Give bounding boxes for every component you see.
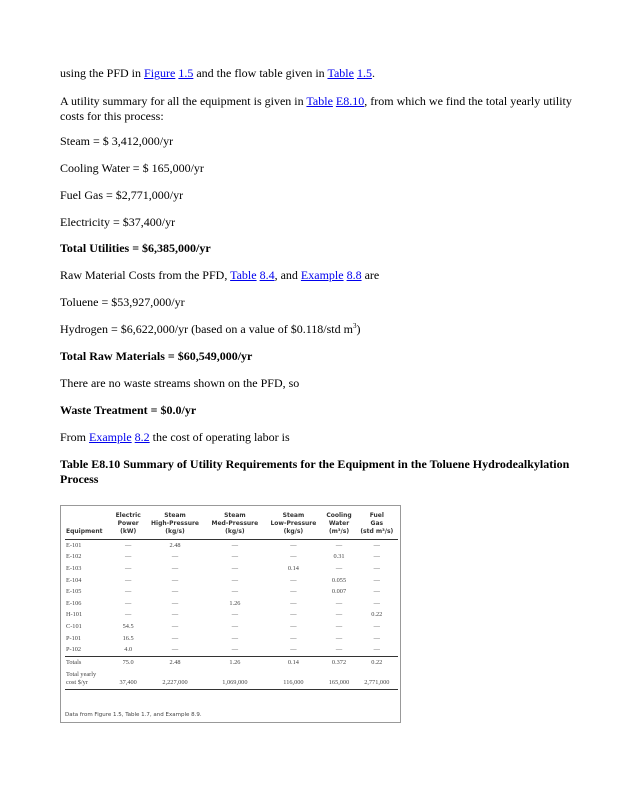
link-table[interactable]: Table <box>230 268 257 282</box>
table-caption: Table E8.10 Summary of Utility Requirements for the Equipment in the Toluene Hydrodealkylation Process <box>60 457 570 486</box>
paragraph-labor: From Example 8.2 the cost of operating labor is <box>60 430 290 444</box>
header-steam-high-pressure: Steam High-Pressure (kg/s) <box>145 512 206 540</box>
link-figure[interactable]: Figure <box>144 66 176 80</box>
header-steam-med-pressure: Steam Med-Pressure (kg/s) <box>205 512 264 540</box>
paragraph-raw-material: Raw Material Costs from the PFD, Table 8.4, and Example 8.8 are <box>60 268 380 282</box>
fuel-gas-cost: Fuel Gas = $2,771,000/yr <box>60 188 184 202</box>
header-steam-low-pressure: Steam Low-Pressure (kg/s) <box>264 512 322 540</box>
table-row: E-104 — — — — 0.055 — <box>66 576 380 584</box>
paragraph-pfd-reference: using the PFD in Figure 1.5 and the flow table given in Table 1.5. <box>60 66 375 80</box>
paragraph-utility-summary: A utility summary for all the equipment is given in Table E8.10, from which we find the total yearly utility costs for this process: <box>60 94 572 123</box>
electricity-cost: Electricity = $37,400/yr <box>60 215 176 229</box>
link-figure-number[interactable]: 1.5 <box>178 66 194 80</box>
header-fuel-gas: Fuel Gas (std m³/s) <box>356 512 398 540</box>
link-example[interactable]: Example <box>89 430 132 444</box>
link-example[interactable]: Example <box>300 268 344 282</box>
toluene-cost: Toluene = $53,927,000/yr <box>60 295 185 309</box>
yearly-cost-row: Total yearly cost $/yr 37,400 2,227,000 1,069,000 116,000 165,000 2,771,000 <box>65 669 398 690</box>
table-header-row <box>65 512 398 540</box>
table-row: P-101 16.5 — — — — — <box>66 634 380 642</box>
utility-table <box>65 512 398 690</box>
table-row: E-105 — — — — 0.007 — <box>66 588 380 596</box>
table-row: E-102 — — — — 0.31 — <box>66 553 380 561</box>
totals-row: Totals 75.0 2.48 1.26 0.14 0.372 0.22 <box>65 656 398 668</box>
table-row: E-103 — — — 0.14 — — <box>66 564 380 572</box>
link-table[interactable]: Table <box>327 66 354 80</box>
waste-treatment: Waste Treatment = $0.0/yr <box>60 403 197 417</box>
steam-cost: Steam = $ 3,412,000/yr <box>60 134 174 148</box>
table-body <box>65 540 398 690</box>
total-utilities: Total Utilities = $6,385,000/yr <box>60 241 211 255</box>
link-table[interactable]: Table <box>306 94 333 108</box>
table-footnote: Data from Figure 1.5, Table 1.7, and Example 8.9. <box>65 712 202 718</box>
cooling-water-cost: Cooling Water = $ 165,000/yr <box>60 161 204 175</box>
waste-streams-text: There are no waste streams shown on the PFD, so <box>60 376 300 390</box>
utility-table-figure <box>60 505 401 723</box>
table-row: E-101 — 2.48 — — — — <box>66 541 380 549</box>
link-example-number[interactable]: 8.8 <box>346 268 362 282</box>
link-table-number[interactable]: 1.5 <box>356 66 372 80</box>
header-cooling-water: Cooling Water (m³/s) <box>322 512 355 540</box>
link-table-number[interactable]: 8.4 <box>259 268 275 282</box>
table-row: E-106 — — 1.26 — — — <box>66 599 380 607</box>
total-raw-materials: Total Raw Materials = $60,549,000/yr <box>60 349 253 363</box>
link-table-number[interactable]: E8.10 <box>335 94 365 108</box>
link-example-number[interactable]: 8.2 <box>134 430 150 444</box>
table-row: C-101 54.5 — — — — — <box>66 622 380 630</box>
table-row: P-102 4.0 — — — — — <box>66 646 380 654</box>
hydrogen-cost: Hydrogen = $6,622,000/yr (based on a value of $0.118/std $m^3$) <box>60 322 361 336</box>
table-row: H-101 — — — — — 0.22 <box>66 611 383 619</box>
header-equipment: Equipment <box>65 512 112 540</box>
header-electric-power: Electric Power (kW) <box>112 512 145 540</box>
